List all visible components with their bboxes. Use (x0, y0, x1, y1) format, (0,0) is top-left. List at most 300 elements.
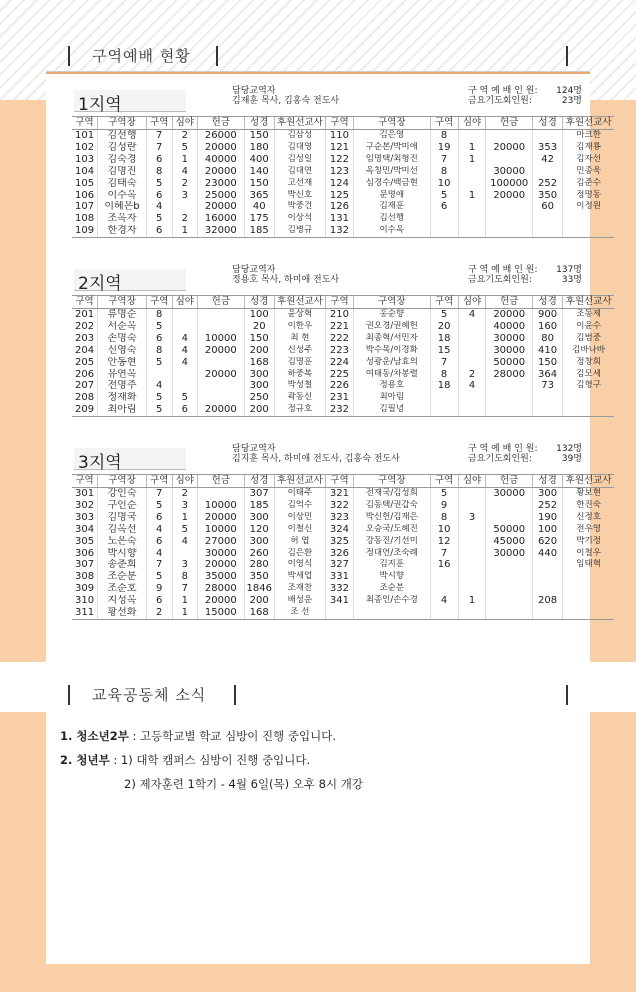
news-item-2 (60, 752, 310, 768)
table-cell: 신영숙 (98, 345, 147, 357)
table-row (72, 583, 614, 595)
table-cell: 김범중 (563, 333, 614, 345)
column-header: 성경 (244, 117, 274, 130)
table-cell (198, 309, 245, 321)
table-cell: 김은영 (353, 130, 430, 142)
table-cell: 4 (146, 548, 172, 560)
table-cell: 권오경/권혜헌 (353, 321, 430, 333)
table-cell: 42 (532, 154, 562, 166)
table-cell: 121 (326, 142, 354, 154)
table-cell: 박신호 (274, 190, 325, 202)
table-cell (458, 404, 486, 416)
table-cell: 10000 (198, 500, 245, 512)
table-cell: 311 (72, 607, 98, 619)
table-cell (458, 607, 486, 619)
table-cell: 6 (146, 512, 172, 524)
column-header: 구역 (430, 296, 458, 309)
table-cell (458, 201, 486, 213)
table-cell (458, 559, 486, 571)
table-cell: 305 (74, 535, 95, 547)
table-cell: 365 (244, 190, 274, 202)
table-cell: 341 (326, 595, 354, 607)
table-cell: 5 (146, 392, 172, 404)
leader-info (232, 86, 339, 106)
table-cell: 정용호 (353, 380, 430, 392)
table-cell: 2 (146, 607, 172, 619)
table-cell: 6 (430, 201, 458, 213)
table-cell (486, 595, 533, 607)
table-cell: 40 (244, 201, 274, 213)
attendance-stats (468, 444, 582, 464)
table-cell (486, 392, 533, 404)
table-cell: 신성주 (274, 345, 325, 357)
table-cell: 252 (532, 178, 562, 190)
table-cell: 마크한 (563, 130, 614, 142)
column-header: 심야 (458, 117, 486, 130)
region-table (72, 295, 614, 417)
column-header: 후원선교사 (563, 475, 614, 488)
table-cell: 280 (244, 559, 274, 571)
table-cell: 206 (74, 368, 95, 380)
table-cell: 임태혁 (563, 559, 614, 571)
table-cell: 160 (532, 321, 562, 333)
table-cell: 20000 (198, 166, 245, 178)
news-text: 2) 제자훈련 1학기 - 4월 6일(목) 오후 8시 개강 (124, 777, 363, 791)
table-cell: 이상석 (274, 213, 325, 225)
table-cell: 20000 (198, 404, 245, 416)
table-cell: 김명훈 (274, 357, 325, 369)
table-row (72, 548, 614, 560)
table-cell: 7 (146, 559, 172, 571)
table-cell (172, 548, 198, 560)
friday-count: 23명 (561, 96, 582, 106)
table-header-row (72, 296, 614, 309)
table-row (72, 190, 614, 202)
table-cell: 2 (458, 369, 486, 381)
column-header: 구역 (326, 296, 354, 309)
worship-count: 132명 (556, 444, 582, 454)
table-cell: 20 (430, 321, 458, 333)
table-cell: 325 (326, 536, 354, 548)
table-cell: 조 선 (274, 607, 325, 619)
table-cell: 안동현 (98, 357, 147, 369)
table-cell (458, 548, 486, 560)
table-row (72, 571, 614, 583)
table-cell: 김대연 (274, 166, 325, 178)
table-cell: 여태동/차봉렬 (353, 369, 430, 381)
table-cell: 180 (244, 142, 274, 154)
table-cell: 6 (146, 190, 172, 202)
table-cell: 150 (244, 333, 274, 345)
table-cell: 200 (244, 345, 274, 357)
table-cell: 310 (74, 595, 95, 607)
column-header: 구역 (326, 475, 354, 488)
column-header: 헌금 (486, 475, 533, 488)
table-cell: 1 (458, 154, 486, 166)
table-cell: 7 (430, 154, 458, 166)
friday-count: 39명 (561, 454, 582, 464)
column-header: 구역장 (98, 117, 147, 130)
table-cell: 김옥선 (98, 524, 147, 536)
table-cell: 이수옥 (98, 190, 147, 202)
table-cell: 4 (458, 380, 486, 392)
table-cell: 224 (326, 357, 354, 369)
column-header: 심야 (458, 475, 486, 488)
table-row (72, 321, 614, 333)
column-header: 구역 (146, 475, 172, 488)
table-cell: 5 (430, 309, 458, 321)
table-cell: 303 (74, 511, 95, 523)
column-header: 심야 (172, 296, 198, 309)
table-cell: 심경수/백금현 (353, 178, 430, 190)
table-cell: 최아림 (353, 392, 430, 404)
table-cell: 322 (326, 500, 354, 512)
table-cell: 23000 (198, 178, 245, 190)
table-cell: 4 (430, 595, 458, 607)
header-bar-right (566, 685, 568, 705)
table-cell: 210 (326, 309, 354, 321)
table-cell: 125 (326, 190, 354, 202)
column-header: 구역장 (353, 117, 430, 130)
news-label: 1. 청소년2부 (60, 729, 129, 743)
table-cell: 231 (326, 392, 354, 404)
table-cell: 108 (74, 213, 95, 225)
table-cell: 109 (72, 225, 98, 237)
news-text: : 1) 대학 캠퍼스 심방이 진행 중입니다. (109, 753, 311, 767)
section-header-education (46, 683, 590, 711)
table-row (72, 130, 614, 142)
column-header: 심야 (172, 117, 198, 130)
leader-title: 담당교역자 (232, 265, 276, 275)
table-cell (430, 213, 458, 225)
friday-count: 33명 (561, 275, 582, 285)
table-cell: 7 (146, 488, 172, 500)
table-cell (458, 213, 486, 225)
table-cell: 류명순 (98, 309, 147, 321)
table-cell: 309 (74, 583, 95, 595)
table-row (72, 201, 614, 213)
worship-count: 124명 (556, 86, 582, 96)
column-header: 구역 (326, 117, 354, 130)
table-cell: 한경자 (98, 225, 147, 237)
table-cell: 윤상혁 (274, 309, 325, 321)
table-row (72, 595, 614, 607)
table-cell: 김모세 (563, 369, 614, 381)
table-row (72, 500, 614, 512)
table-cell: 김삼성 (274, 130, 325, 142)
table-cell: 구순본/박미애 (353, 142, 430, 154)
table-cell: 이태주 (274, 488, 325, 500)
table-cell: 30000 (486, 166, 533, 178)
table-cell (486, 571, 533, 583)
table-cell: 김숙경 (98, 154, 147, 166)
column-header: 구역장 (98, 296, 147, 309)
table-row (72, 512, 614, 524)
table-cell (172, 309, 198, 321)
table-cell: 구인순 (98, 500, 147, 512)
attendance-stats (468, 265, 582, 285)
table-cell: 900 (532, 309, 562, 321)
table-cell: 28000 (198, 583, 245, 595)
table-cell: 223 (326, 345, 354, 357)
table-cell: 8 (430, 369, 458, 381)
table-cell: 6 (172, 404, 198, 416)
table-cell: 2 (172, 130, 198, 142)
table-cell: 232 (326, 404, 354, 416)
table-cell: 배성운 (274, 595, 325, 607)
table-cell (458, 500, 486, 512)
table-cell: 50000 (486, 524, 533, 536)
table-cell (430, 607, 458, 619)
table-cell: 4 (172, 345, 198, 357)
table-row (72, 166, 614, 178)
table-row (72, 142, 614, 154)
table-cell: 한진숙 (563, 500, 614, 512)
table-cell: 전재국/김성희 (353, 488, 430, 500)
table-cell: 307 (244, 488, 274, 500)
table-cell: 27000 (198, 536, 245, 548)
table-cell: 1 (172, 225, 198, 237)
table-cell: 8 (430, 130, 458, 142)
table-row (72, 488, 614, 500)
table-cell (532, 392, 562, 404)
column-header: 성경 (532, 117, 562, 130)
table-cell: 최종인/손수경 (353, 595, 430, 607)
region-name: 2지역 (74, 269, 186, 291)
table-cell: 유연옥 (98, 369, 147, 381)
column-header: 구역장 (353, 475, 430, 488)
table-cell: 120 (244, 524, 274, 536)
table-cell: 이철신 (274, 524, 325, 536)
table-cell (172, 201, 198, 213)
table-cell: 최종혁/서민자 (353, 333, 430, 345)
table-cell: 5 (172, 142, 198, 154)
table-cell: 김필녕 (353, 404, 430, 416)
table-row (72, 524, 614, 536)
table-cell (486, 130, 533, 142)
column-header: 헌금 (486, 296, 533, 309)
table-cell: 박기정 (563, 536, 614, 548)
table-cell: 101 (74, 130, 95, 141)
table-cell: 7 (146, 130, 172, 142)
table-cell: 25000 (198, 190, 245, 202)
table-cell: 73 (532, 380, 562, 392)
table-cell: 김준수 (563, 178, 614, 190)
table-cell: 300 (244, 380, 274, 392)
column-header: 성경 (244, 296, 274, 309)
table-cell (563, 595, 614, 607)
table-cell: 9 (146, 583, 172, 595)
table-row (72, 213, 614, 225)
news-text: : 고등학교별 학교 심방이 진행 중입니다. (128, 729, 337, 743)
table-cell: 김지훈 (353, 559, 430, 571)
table-cell: 30000 (486, 333, 533, 345)
table-row (72, 357, 614, 369)
friday-count-label: 금요기도회인원: (468, 275, 532, 285)
table-cell: 226 (326, 380, 354, 392)
table-cell: 김명진 (98, 166, 147, 178)
worship-count-label: 구 역 예 배 인 원: (468, 444, 538, 454)
table-cell: 440 (532, 548, 562, 560)
table-row (72, 392, 614, 404)
column-header: 구역 (146, 296, 172, 309)
table-cell (563, 392, 614, 404)
table-cell: 6 (146, 333, 172, 345)
header-bar-left (68, 685, 70, 705)
table-cell: 이상민 (274, 512, 325, 524)
table-cell: 260 (244, 548, 274, 560)
column-header: 구역 (146, 117, 172, 130)
table-cell (532, 130, 562, 142)
table-cell: 100 (532, 524, 562, 536)
table-cell: 1 (172, 607, 198, 619)
table-cell: 4 (172, 333, 198, 345)
table-cell: 300 (244, 512, 274, 524)
table-cell (198, 321, 245, 333)
table-cell: 20000 (198, 369, 245, 381)
table-cell: 132 (326, 225, 354, 237)
table-cell: 252 (532, 500, 562, 512)
table-cell (563, 607, 614, 619)
table-row (72, 369, 614, 381)
table-cell: 20000 (198, 559, 245, 571)
table-cell: 40000 (198, 154, 245, 166)
table-cell: 175 (244, 213, 274, 225)
table-cell: 옥칭민/박미선 (353, 166, 430, 178)
table-cell: 허 엽 (274, 536, 325, 548)
table-cell: 전명주 (98, 380, 147, 392)
table-cell: 331 (326, 571, 354, 583)
leader-title: 담당교역자 (232, 86, 276, 96)
column-header: 후원선교사 (563, 117, 614, 130)
table-cell: 박시향 (98, 548, 147, 560)
region-table (72, 116, 614, 238)
table-cell: 2 (172, 213, 198, 225)
table-cell: 조순분 (98, 571, 147, 583)
table-cell: 5 (430, 190, 458, 202)
table-cell: 326 (326, 548, 354, 560)
table-cell: 203 (74, 332, 95, 344)
header-bar-mid (216, 46, 218, 66)
table-cell: 정명동 (563, 190, 614, 202)
table-cell: 8 (146, 345, 172, 357)
table-cell (486, 583, 533, 595)
table-cell: 124 (326, 178, 354, 190)
table-cell (486, 380, 533, 392)
table-cell: 327 (326, 559, 354, 571)
table-cell: 3 (172, 500, 198, 512)
table-cell (458, 130, 486, 142)
table-cell: 100 (244, 309, 274, 321)
table-cell: 4 (172, 536, 198, 548)
table-cell: 5 (172, 392, 198, 404)
table-cell: 박성철 (274, 380, 325, 392)
table-cell: 208 (532, 595, 562, 607)
table-cell: 1 (458, 190, 486, 202)
table-cell: 노은숙 (98, 536, 147, 548)
table-cell: 6 (146, 595, 172, 607)
table-row (72, 380, 614, 392)
table-cell: 20000 (486, 142, 533, 154)
table-cell: 200 (244, 595, 274, 607)
table-cell: 80 (532, 333, 562, 345)
table-cell: 20000 (198, 201, 245, 213)
table-cell: 김태숙 (98, 178, 147, 190)
table-cell: 103 (74, 153, 95, 165)
column-header: 구역 (72, 296, 98, 309)
worship-count-label: 구 역 예 배 인 원: (468, 86, 538, 96)
table-cell: 김대영 (274, 142, 325, 154)
table-cell (430, 392, 458, 404)
table-cell: 301 (74, 488, 95, 499)
table-cell: 15 (430, 345, 458, 357)
table-cell: 110 (326, 130, 354, 142)
leader-names: 김지훈 목사, 하미애 전도사, 김홍숙 전도사 (232, 454, 400, 464)
table-cell (458, 571, 486, 583)
friday-count-label: 금요기도회인원: (468, 454, 532, 464)
table-cell: 박세업 (274, 571, 325, 583)
table-cell: 5 (146, 404, 172, 416)
table-cell: 3 (172, 190, 198, 202)
table-cell: 7 (172, 583, 198, 595)
table-cell: 26000 (198, 130, 245, 142)
table-cell (458, 357, 486, 369)
table-cell: 10 (430, 178, 458, 190)
table-cell: 20000 (486, 190, 533, 202)
table-cell: 조재찬 (274, 583, 325, 595)
table-cell: 조순분 (353, 583, 430, 595)
table-cell: 209 (72, 404, 98, 416)
table-cell: 7 (430, 548, 458, 560)
table-cell: 김선행 (353, 213, 430, 225)
table-cell: 50000 (486, 357, 533, 369)
section-title: 구역예배 현황 (92, 47, 191, 65)
table-cell: 민종욱 (563, 166, 614, 178)
table-cell: 4 (172, 166, 198, 178)
table-cell: 150 (244, 130, 274, 142)
column-header: 성경 (244, 475, 274, 488)
table-cell (458, 178, 486, 190)
table-cell (458, 345, 486, 357)
table-cell (430, 571, 458, 583)
table-cell (326, 607, 354, 619)
table-cell (198, 357, 245, 369)
table-cell: 정규호 (274, 404, 325, 416)
table-cell: 정창희 (563, 357, 614, 369)
table-cell (198, 380, 245, 392)
table-cell: 박수목/이경화 (353, 345, 430, 357)
table-cell: 성광운/남효의 (353, 357, 430, 369)
table-cell: 350 (244, 571, 274, 583)
table-cell: 지성옥 (98, 595, 147, 607)
table-cell: 20000 (198, 595, 245, 607)
table-cell: 곽동신 (274, 392, 325, 404)
table-cell: 222 (326, 333, 354, 345)
table-cell: 하중복 (274, 369, 325, 381)
table-cell (458, 488, 486, 500)
table-cell: 28000 (486, 369, 533, 381)
table-cell: 205 (74, 356, 95, 368)
table-cell (353, 607, 430, 619)
table-cell: 문명애 (353, 190, 430, 202)
table-cell: 김억수 (274, 500, 325, 512)
table-cell: 102 (74, 141, 95, 153)
table-cell: 김형구 (563, 380, 614, 392)
table-cell (486, 154, 533, 166)
table-cell (172, 380, 198, 392)
table-cell: 105 (74, 177, 95, 189)
region-name: 3지역 (74, 448, 186, 470)
